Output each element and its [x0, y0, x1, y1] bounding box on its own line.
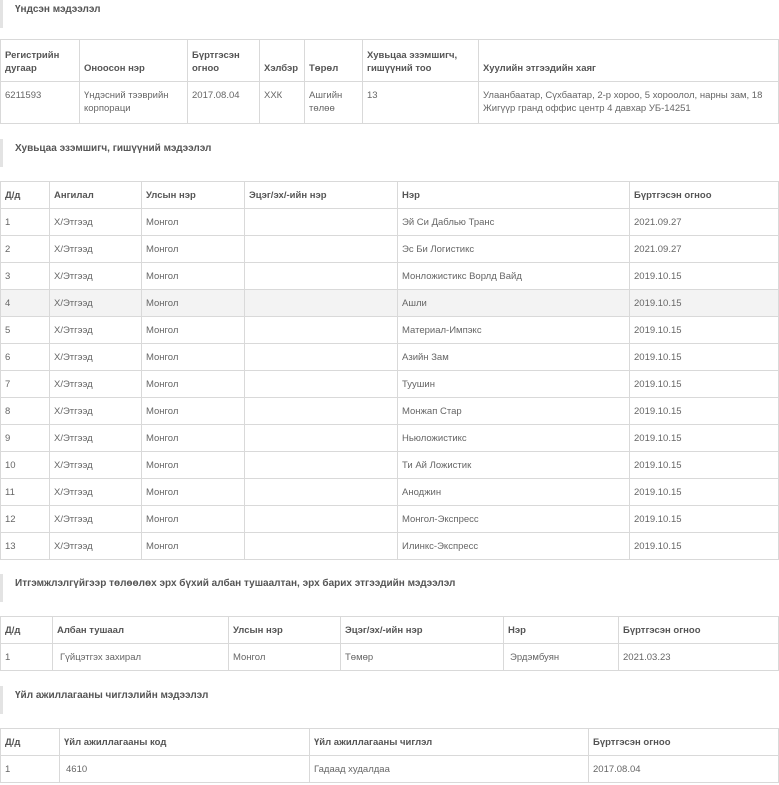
cell: 6 — [1, 344, 50, 371]
cell: Х/Этгээд — [50, 398, 142, 425]
cell: Үндэсний тээврийн корпораци — [80, 82, 188, 124]
col-header: Хуулийн этгээдийн хаяг — [479, 40, 779, 82]
cell: 2021.09.27 — [630, 209, 779, 236]
cell: Илинкс-Экспресс — [398, 533, 630, 560]
cell: 2019.10.15 — [630, 344, 779, 371]
shareholders-table — [0, 181, 779, 560]
table-row — [1, 644, 779, 671]
table-header-row — [1, 729, 779, 756]
table-row — [1, 756, 779, 783]
cell: Х/Этгээд — [50, 506, 142, 533]
officials-table — [0, 616, 779, 671]
cell: 11 — [1, 479, 50, 506]
table-row — [1, 371, 779, 398]
col-header: Улсын нэр — [229, 617, 341, 644]
basic-info-table — [0, 39, 779, 124]
col-header: Регистрийн дугаар — [1, 40, 80, 82]
cell: Эс Би Логистикс — [398, 236, 630, 263]
cell: Х/Этгээд — [50, 371, 142, 398]
cell — [245, 209, 398, 236]
cell: Монгол — [229, 644, 341, 671]
section-title: Үйл ажиллагааны чиглэлийн мэдээлэл — [15, 690, 209, 701]
cell: Х/Этгээд — [50, 479, 142, 506]
cell: Улаанбаатар, Сүхбаатар, 2-р хороо, 5 хороолол, нарны зам, 18 Жигүүр гранд оффис центр 4 давхар УБ-14251 — [479, 82, 779, 124]
cell: 2021.03.23 — [619, 644, 779, 671]
cell: Х/Этгээд — [50, 344, 142, 371]
cell: Ашгийн төлөө — [305, 82, 363, 124]
cell: Монгол — [142, 236, 245, 263]
section-title: Үндсэн мэдээлэл — [15, 4, 101, 15]
cell: Х/Этгээд — [50, 317, 142, 344]
col-header: Д/д — [1, 617, 53, 644]
col-header: Ангилал — [50, 182, 142, 209]
section-title: Итгэмжлэлгүйгээр төлөөлөх эрх бүхий албан тушаалтан, эрх барих этгээдийн мэдээлэл — [15, 578, 456, 589]
table-row — [1, 452, 779, 479]
cell: Гүйцэтгэх захирал — [53, 644, 229, 671]
cell: Ти Ай Ложистик — [398, 452, 630, 479]
col-header: Албан тушаал — [53, 617, 229, 644]
col-header: Эцэг/эх/-ийн нэр — [245, 182, 398, 209]
cell: Монгол — [142, 209, 245, 236]
cell: Монгол — [142, 506, 245, 533]
cell: 2019.10.15 — [630, 506, 779, 533]
cell: Монгол — [142, 452, 245, 479]
table-row — [1, 533, 779, 560]
cell: Монложистикс Ворлд Вайд — [398, 263, 630, 290]
col-header: Улсын нэр — [142, 182, 245, 209]
cell: 2 — [1, 236, 50, 263]
cell: Эй Си Даблью Транс — [398, 209, 630, 236]
table-row — [1, 479, 779, 506]
cell: 12 — [1, 506, 50, 533]
cell: 2021.09.27 — [630, 236, 779, 263]
table-header-row — [1, 182, 779, 209]
cell: Азийн Зам — [398, 344, 630, 371]
table-row — [1, 317, 779, 344]
cell: Х/Этгээд — [50, 425, 142, 452]
cell: 1 — [1, 644, 53, 671]
col-header: Бүртгэсэн огноо — [589, 729, 779, 756]
cell: 13 — [363, 82, 479, 124]
cell: Туушин — [398, 371, 630, 398]
cell: 4610 — [60, 756, 310, 783]
cell: 1 — [1, 209, 50, 236]
table-row — [1, 398, 779, 425]
cell: 10 — [1, 452, 50, 479]
col-header: Д/д — [1, 182, 50, 209]
section-header-officials — [0, 574, 779, 602]
cell: Монгол — [142, 317, 245, 344]
activities-table — [0, 728, 779, 783]
cell: 1 — [1, 756, 60, 783]
cell: Х/Этгээд — [50, 290, 142, 317]
table-header-row — [1, 617, 779, 644]
cell: ХХК — [260, 82, 305, 124]
cell — [245, 263, 398, 290]
cell: Х/Этгээд — [50, 263, 142, 290]
cell: 2017.08.04 — [188, 82, 260, 124]
cell: 2019.10.15 — [630, 452, 779, 479]
cell: 2019.10.15 — [630, 533, 779, 560]
col-header: Үйл ажиллагааны код — [60, 729, 310, 756]
cell — [245, 398, 398, 425]
cell — [245, 236, 398, 263]
cell — [245, 533, 398, 560]
cell: Монгол-Экспресс — [398, 506, 630, 533]
table-row — [1, 263, 779, 290]
cell: 2019.10.15 — [630, 317, 779, 344]
cell: 9 — [1, 425, 50, 452]
section-header-activities — [0, 686, 779, 714]
cell: 4 — [1, 290, 50, 317]
cell: Х/Этгээд — [50, 452, 142, 479]
cell: 2019.10.15 — [630, 479, 779, 506]
col-header: Оноосон нэр — [80, 40, 188, 82]
cell: 2019.10.15 — [630, 398, 779, 425]
section-header-shareholders — [0, 139, 779, 167]
cell: Х/Этгээд — [50, 209, 142, 236]
cell: Монгол — [142, 290, 245, 317]
cell: 6211593 — [1, 82, 80, 124]
cell: Гадаад худалдаа — [310, 756, 589, 783]
table-row — [1, 209, 779, 236]
cell — [245, 371, 398, 398]
cell — [245, 506, 398, 533]
col-header: Хэлбэр — [260, 40, 305, 82]
section-title: Хувьцаа эзэмшигч, гишүүний мэдээлэл — [15, 143, 212, 154]
cell: 2019.10.15 — [630, 263, 779, 290]
cell: Монгол — [142, 263, 245, 290]
cell: 8 — [1, 398, 50, 425]
cell: Ашли — [398, 290, 630, 317]
cell: Монгол — [142, 371, 245, 398]
cell: Х/Этгээд — [50, 236, 142, 263]
cell — [245, 344, 398, 371]
col-header: Эцэг/эх/-ийн нэр — [341, 617, 504, 644]
cell: 2017.08.04 — [589, 756, 779, 783]
col-header: Үйл ажиллагааны чиглэл — [310, 729, 589, 756]
col-header: Бүртгэсэн огноо — [630, 182, 779, 209]
cell: 2019.10.15 — [630, 425, 779, 452]
cell — [245, 479, 398, 506]
cell: Монгол — [142, 479, 245, 506]
section-header-basic — [0, 0, 779, 28]
cell: Монгол — [142, 344, 245, 371]
cell: 2019.10.15 — [630, 371, 779, 398]
cell: Эрдэмбуян — [504, 644, 619, 671]
col-header: Нэр — [398, 182, 630, 209]
col-header: Д/д — [1, 729, 60, 756]
cell: Х/Этгээд — [50, 533, 142, 560]
table-row — [1, 506, 779, 533]
cell: Монгол — [142, 425, 245, 452]
table-row — [1, 425, 779, 452]
table-header-row — [1, 40, 779, 82]
table-row — [1, 236, 779, 263]
cell — [245, 317, 398, 344]
cell: 13 — [1, 533, 50, 560]
cell — [245, 290, 398, 317]
cell: 5 — [1, 317, 50, 344]
table-row — [1, 82, 779, 124]
table-row — [1, 344, 779, 371]
cell: Монгол — [142, 533, 245, 560]
cell: Материал-Импэкс — [398, 317, 630, 344]
cell: Ньюложистикс — [398, 425, 630, 452]
cell: 7 — [1, 371, 50, 398]
cell — [245, 425, 398, 452]
col-header: Бүртгэсэн огноо — [619, 617, 779, 644]
cell: 3 — [1, 263, 50, 290]
col-header: Нэр — [504, 617, 619, 644]
table-row — [1, 290, 779, 317]
cell: Аноджин — [398, 479, 630, 506]
cell: 2019.10.15 — [630, 290, 779, 317]
col-header: Бүртгэсэн огноо — [188, 40, 260, 82]
cell: Монгол — [142, 398, 245, 425]
cell: Монжап Стар — [398, 398, 630, 425]
col-header: Хувьцаа эзэмшигч, гишүүний тоо — [363, 40, 479, 82]
cell — [245, 452, 398, 479]
col-header: Төрөл — [305, 40, 363, 82]
cell: Төмөр — [341, 644, 504, 671]
